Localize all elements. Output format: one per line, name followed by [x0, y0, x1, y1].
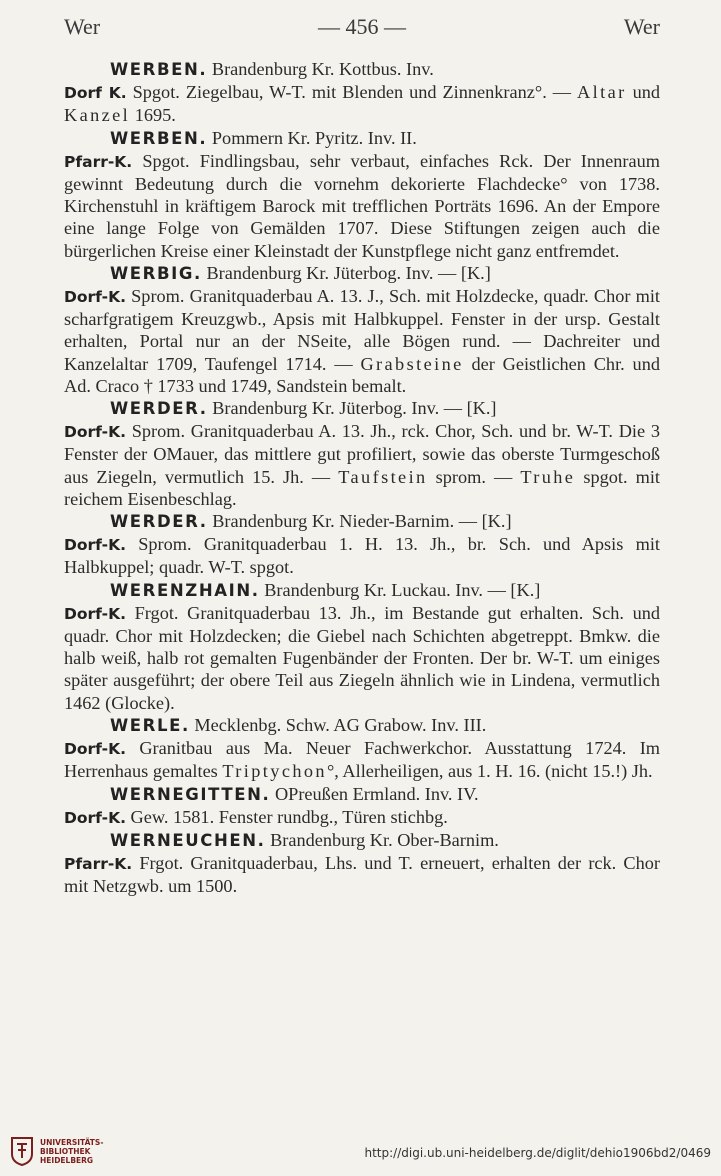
entry-description: Spgot. Findlingsbau, sehr verbaut, einfaches Rck. Der Innenraum gewinnt Bedeutung durch die vornehm dekorierte Flachdecke° von 1738. Kirchenstuhl in kräftigem Barock mit trefflichen Porträts 1696. An der Empore eine lange Folge von Gemälden 1707. Diese Stiftungen zeigen auch die bürgerlichen Kreise einer Kleinstadt der Kunstpflege nicht ganz entfremdet. [64, 150, 660, 261]
entry-heading: WERBEN. [110, 128, 208, 148]
building-label: Dorf-K. [64, 740, 126, 759]
library-logo[interactable] [10, 1136, 130, 1170]
building-label: Pfarr-K. [64, 855, 133, 874]
entry-location: Brandenburg Kr. Ober-Barnim. [265, 829, 499, 850]
entry-location: Brandenburg Kr. Jüterbog. Inv. — [K.] [201, 262, 491, 283]
entry-description: Spgot. Ziegelbau, W-T. mit Blenden und Zinnenkranz°. — [126, 82, 578, 103]
running-head-right: Wer [623, 14, 660, 39]
entry-werenzhain [64, 579, 660, 714]
entry-description-cont: und [626, 82, 660, 103]
entry-heading: WERBEN. [110, 60, 208, 79]
entry-werbig [64, 262, 660, 397]
entry-werben-pyritz [64, 127, 660, 262]
entry-werben-kottbus [64, 58, 660, 127]
entry-description: Gew. 1581. Fenster rundbg., Türen stichbg. [125, 806, 448, 827]
entry-location: Brandenburg Kr. Nieder-Barnim. — [K.] [207, 511, 512, 532]
entry-heading: WERDER. [110, 399, 208, 419]
entry-location: OPreußen Ermland. Inv. IV. [270, 783, 479, 804]
entry-location: Pommern Kr. Pyritz. Inv. II. [207, 127, 417, 148]
entry-heading: WERDER. [110, 512, 208, 532]
logo-line: UNIVERSITÄTS- [40, 1138, 104, 1147]
running-head [64, 14, 660, 42]
entry-location: Mecklenbg. Schw. AG Grabow. Inv. III. [189, 714, 487, 735]
entry-description: Frgot. Granitquaderbau 13. Jh., im Bestande gut erhalten. Sch. und quadr. Chor mit Holzdecken; die Giebel nach Schichten abgetreppt. Bmkw. die halb weiß, halb rot gemalten Fugenbänder der Fronten. Der br. W-T. um einiges später ausgeführt; der obere Teil aus Ziegeln ähnlich wie in Lindena, vermutlich 1462 (Glocke). [64, 602, 660, 713]
entry-location: Brandenburg Kr. Luckau. Inv. — [K.] [259, 579, 541, 600]
spaced-term: Truhe [520, 466, 576, 487]
spaced-term: Taufstein [338, 466, 428, 487]
building-label: Dorf K. [64, 84, 127, 103]
entry-description-cont: °, Allerheiligen, aus 1. H. 16. (nicht 15.!) Jh. [326, 761, 653, 782]
building-label: Dorf-K. [64, 423, 126, 442]
entry-heading: WERENZHAIN. [110, 580, 260, 600]
entry-heading: WERBIG. [110, 263, 202, 283]
entry-description-cont: der Geistlichen Chr. und Ad. Craco † 1733 und 1749, Sandstein bemalt. [64, 353, 660, 396]
spaced-term: Altar [577, 82, 627, 103]
entry-heading: WERLE. [110, 715, 190, 735]
entry-description: Sprom. Granitquaderbau 1. H. 13. Jh., br. Sch. und Apsis mit Halbkuppel; quadr. W-T. spgot. [64, 534, 660, 578]
building-label: Dorf-K. [64, 808, 126, 827]
logo-line: BIBLIOTHEK [40, 1147, 91, 1156]
entry-heading: WERNEUCHEN. [110, 830, 266, 850]
building-label: Dorf-K. [64, 604, 126, 623]
entry-description: Sprom. Granitquaderbau A. 13. Jh., rck. Chor, Sch. und br. W-T. Die 3 Fenster der OMauer, das mittlere gut profiliert, sowie das oberste Turmgeschoß aus Ziegeln, vermutlich 15. Jh. — [64, 421, 660, 487]
running-head-left: Wer [64, 14, 101, 39]
logo-text [40, 1138, 103, 1165]
entry-wernegitten [64, 783, 660, 829]
entry-description-cont: spgot. mit reichem Eisenbeschlag. [64, 466, 660, 509]
entry-description-cont: 1695. [130, 105, 176, 126]
entry-location: Brandenburg Kr. Kottbus. Inv. [207, 59, 434, 79]
spaced-term: Grabsteine [360, 353, 464, 374]
footer [0, 1128, 721, 1176]
university-seal-icon [10, 1136, 34, 1166]
building-label: Pfarr-K. [64, 152, 133, 171]
entry-description: Granitbau aus Ma. Neuer Fachwerkchor. Ausstattung 1724. Im Herrenhaus gemaltes [64, 738, 660, 782]
entry-description-cont: sprom. — [427, 466, 521, 487]
entry-description: Sprom. Granitquaderbau A. 13. J., Sch. mit Holzdecke, quadr. Chor mit scharfgratigem Kreuzgwb., Apsis mit Halbkuppel. Fenster in der ursp. Gestalt erhalten, Portal nur an der NSeite, alle Bögen rund. — Dachreiter und Kanzelaltar 1709, Taufengel 1714. — [64, 286, 660, 374]
body-text [64, 58, 660, 898]
entry-description: Frgot. Granitquaderbau, Lhs. und T. erneuert, erhalten der rck. Chor mit Netzgwb. um 1500. [64, 853, 660, 897]
building-label: Dorf-K. [64, 536, 126, 555]
entry-werder-jueterbog [64, 397, 660, 510]
source-url-link[interactable]: http://digi.ub.uni-heidelberg.de/diglit/dehio1906bd2/0469 [364, 1146, 711, 1160]
entry-location: Brandenburg Kr. Jüterbog. Inv. — [K.] [207, 398, 497, 419]
spaced-term: Triptychon [222, 761, 327, 782]
entry-werneuchen [64, 829, 660, 898]
entry-heading: WERNEGITTEN. [110, 784, 271, 804]
entry-werle [64, 714, 660, 783]
spaced-term: Kanzel [64, 105, 131, 126]
page-number: — 456 — [318, 14, 406, 39]
entry-werder-barnim [64, 510, 660, 579]
building-label: Dorf-K. [64, 288, 126, 307]
logo-line: HEIDELBERG [40, 1156, 94, 1165]
